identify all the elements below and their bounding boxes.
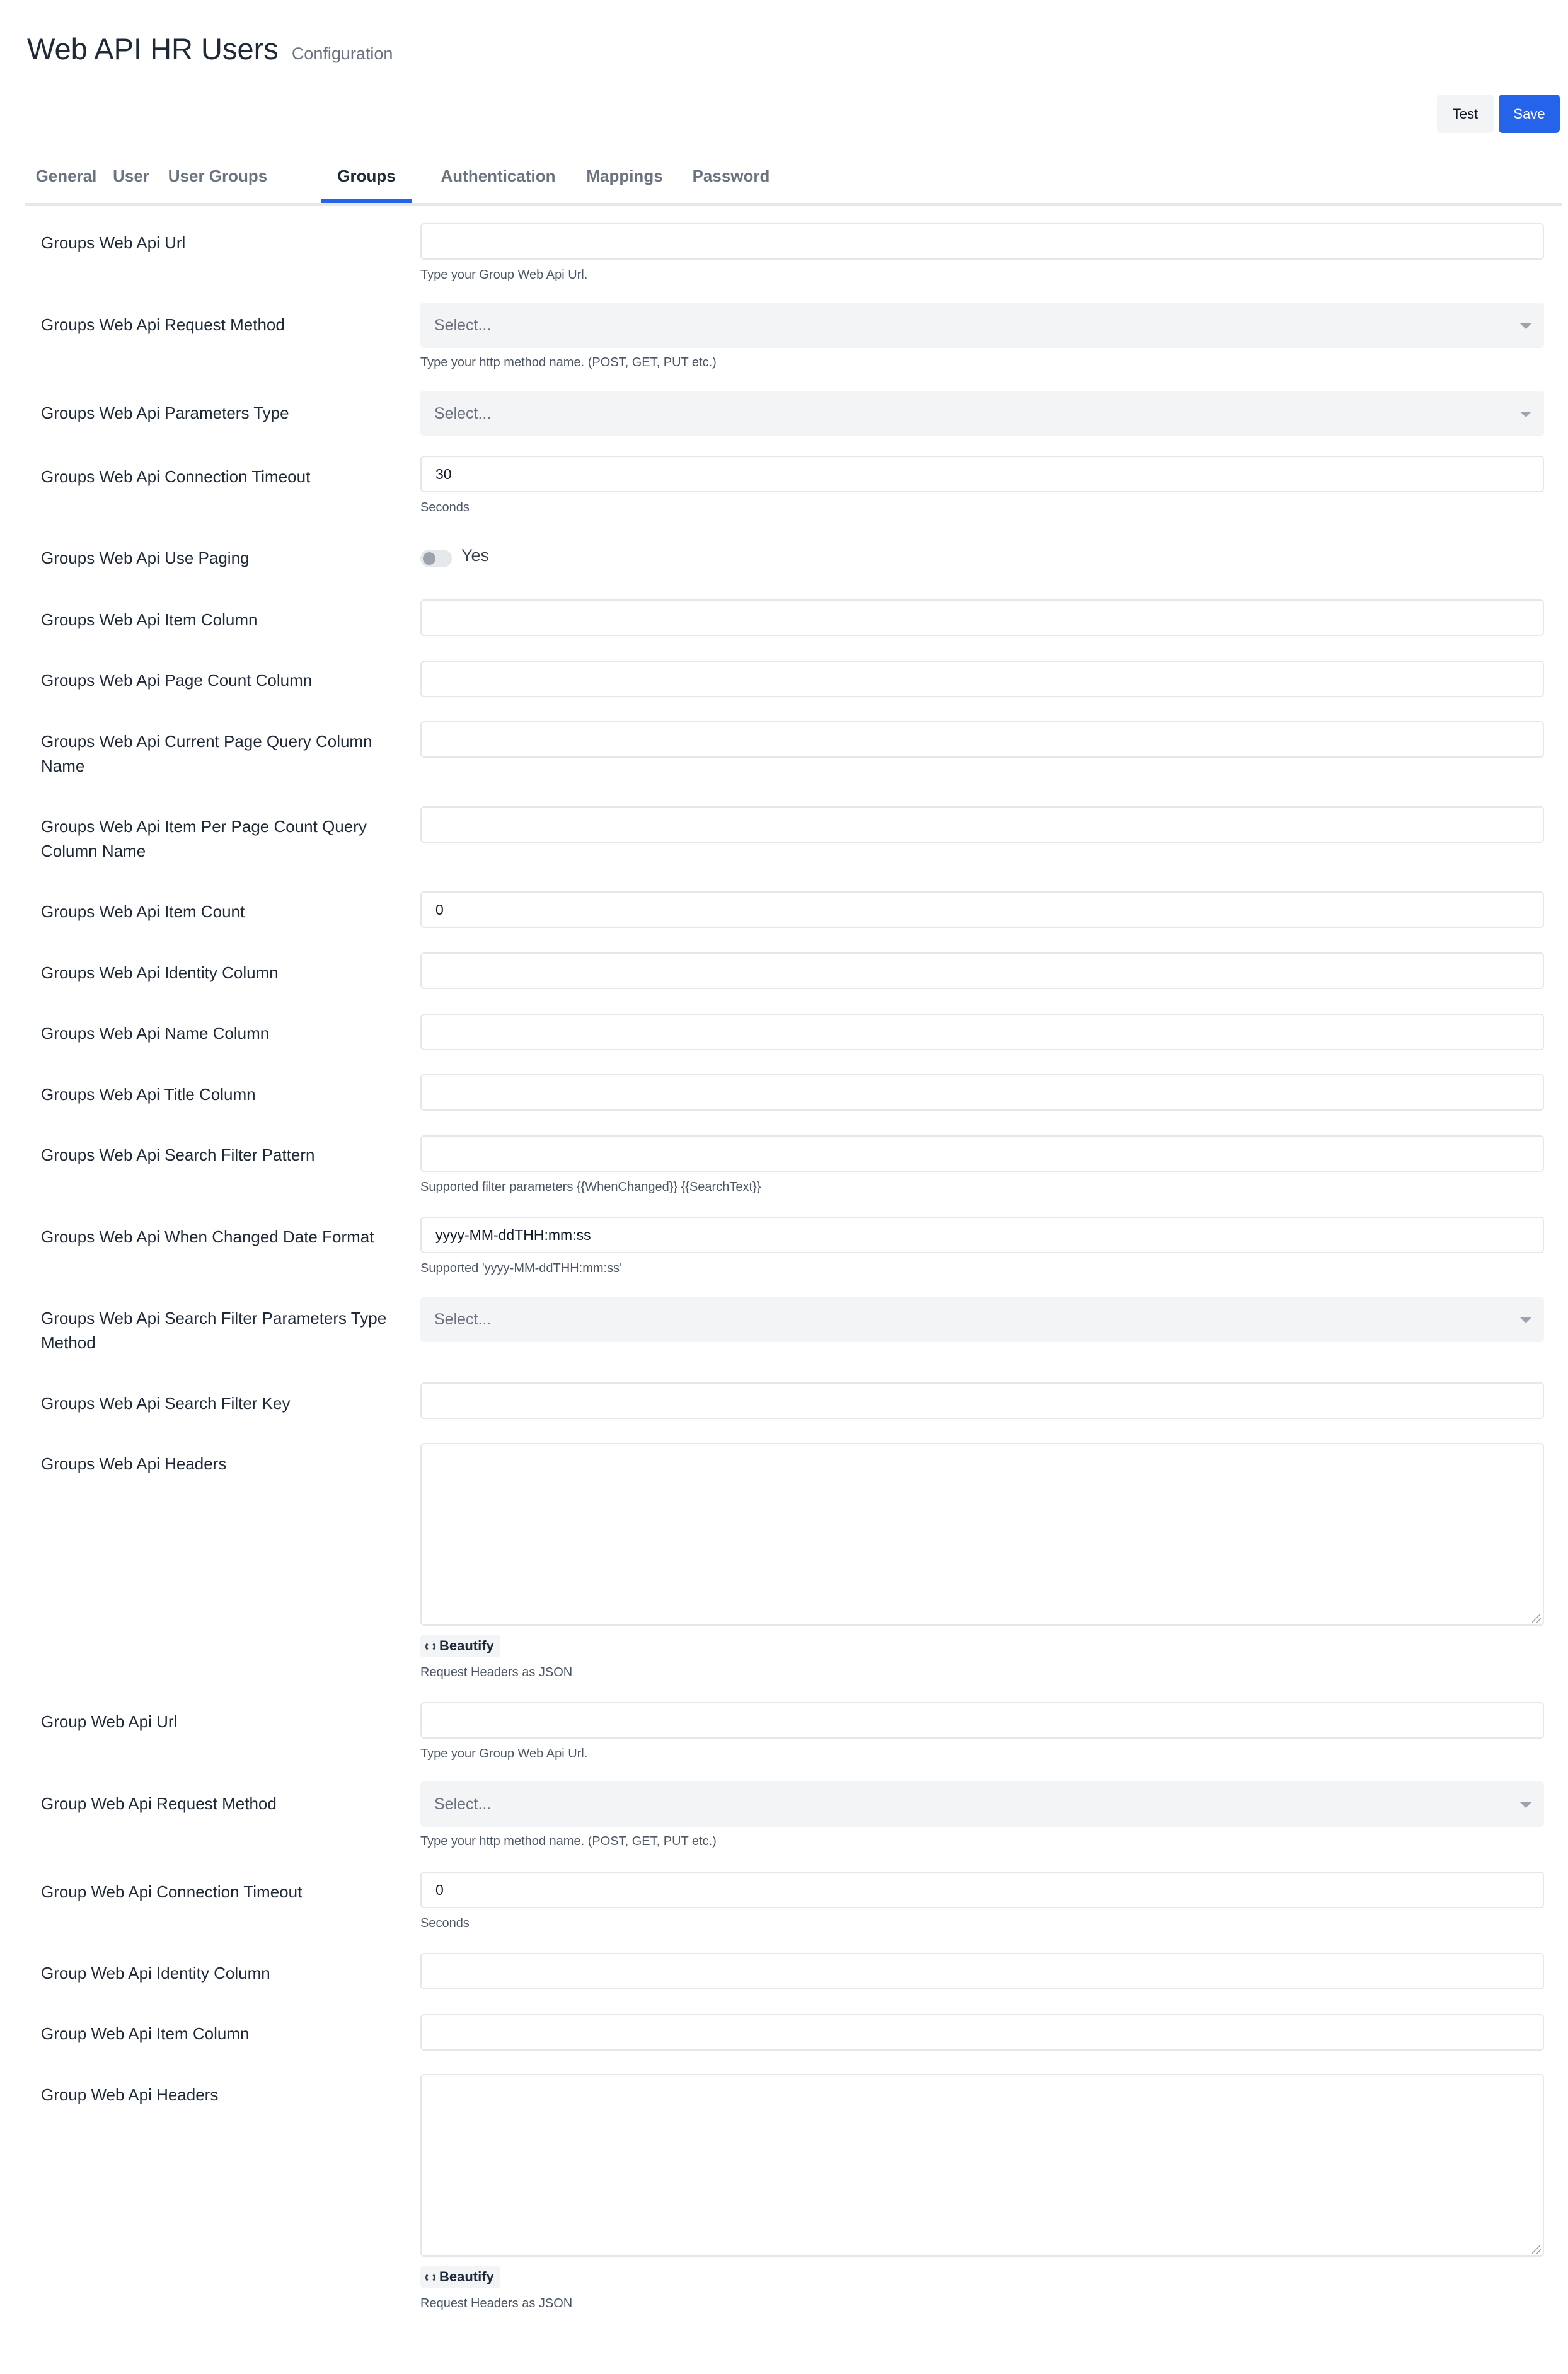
groups-request-method-help: Type your http method name. (POST, GET, PUT etc.) bbox=[420, 356, 717, 369]
chevron-down-icon bbox=[1520, 1317, 1531, 1323]
chevron-down-icon bbox=[1520, 1802, 1531, 1808]
tab-user-groups[interactable]: User Groups bbox=[168, 166, 268, 185]
groups-headers-textarea[interactable] bbox=[420, 1443, 1544, 1626]
tab-mappings[interactable]: Mappings bbox=[586, 166, 663, 185]
groups-headers-beautify-button[interactable] bbox=[420, 1635, 500, 1657]
groups-search-filter-pattern-help: Supported filter parameters {{WhenChanged}} {{SearchText}} bbox=[420, 1180, 761, 1194]
group-connection-timeout-help: Seconds bbox=[420, 1916, 470, 1930]
page-subtitle: Configuration bbox=[291, 44, 393, 63]
group-url-help: Type your Group Web Api Url. bbox=[420, 1747, 588, 1761]
groups-connection-timeout-help: Seconds bbox=[420, 501, 470, 514]
groups-parameters-type-placeholder: Select... bbox=[434, 405, 492, 422]
test-button[interactable]: Test bbox=[1437, 95, 1494, 133]
resize-handle-icon[interactable] bbox=[1532, 1614, 1541, 1623]
braces-icon bbox=[425, 1642, 435, 1652]
groups-search-filter-params-type-select[interactable] bbox=[420, 1297, 1544, 1342]
groups-when-changed-date-format-label: Groups Web Api When Changed Date Format bbox=[41, 1227, 374, 1246]
group-headers-beautify-button[interactable] bbox=[420, 2266, 500, 2288]
group-identity-column-input[interactable] bbox=[420, 1953, 1544, 1989]
group-request-method-help: Type your http method name. (POST, GET, PUT etc.) bbox=[420, 1834, 717, 1848]
group-headers-beautify-label: Beautify bbox=[439, 2269, 494, 2284]
tab-bar bbox=[25, 158, 1562, 206]
tab-user[interactable]: User bbox=[113, 166, 149, 185]
groups-parameters-type-select[interactable] bbox=[420, 391, 1544, 436]
groups-title-column-input[interactable] bbox=[420, 1074, 1544, 1111]
group-headers-textarea[interactable] bbox=[420, 2074, 1544, 2257]
groups-name-column-input[interactable] bbox=[420, 1014, 1544, 1050]
group-url-label: Group Web Api Url bbox=[41, 1712, 178, 1731]
tab-general[interactable]: General bbox=[35, 166, 97, 185]
groups-item-column-label: Groups Web Api Item Column bbox=[41, 610, 258, 629]
groups-item-column-input[interactable] bbox=[420, 599, 1544, 636]
groups-search-filter-pattern-input[interactable] bbox=[420, 1135, 1544, 1172]
groups-name-column-label: Groups Web Api Name Column bbox=[41, 1024, 270, 1043]
page-title bbox=[27, 32, 393, 66]
group-request-method-select[interactable] bbox=[420, 1781, 1544, 1827]
groups-when-changed-date-format-input[interactable]: yyyy-MM-ddTHH:mm:ss bbox=[420, 1217, 1544, 1253]
groups-search-filter-key-label: Groups Web Api Search Filter Key bbox=[41, 1394, 291, 1413]
groups-item-per-page-query-column-input[interactable] bbox=[420, 806, 1544, 843]
groups-request-method-placeholder: Select... bbox=[434, 316, 492, 334]
group-identity-column-label: Group Web Api Identity Column bbox=[41, 1964, 270, 1983]
page-title-text: Web API HR Users bbox=[27, 32, 279, 66]
groups-identity-column-label: Groups Web Api Identity Column bbox=[41, 963, 279, 982]
groups-request-method-select[interactable] bbox=[420, 303, 1544, 348]
toggle-knob bbox=[423, 552, 435, 565]
groups-url-help: Type your Group Web Api Url. bbox=[420, 268, 588, 282]
groups-item-count-input[interactable]: 0 bbox=[420, 891, 1544, 928]
groups-connection-timeout-input[interactable]: 30 bbox=[420, 456, 1544, 492]
groups-identity-column-input[interactable] bbox=[420, 952, 1544, 989]
groups-item-count-label: Groups Web Api Item Count bbox=[41, 902, 245, 921]
tab-authentication[interactable]: Authentication bbox=[441, 166, 556, 185]
groups-use-paging-label: Groups Web Api Use Paging bbox=[41, 548, 250, 567]
tab-groups[interactable]: Groups bbox=[321, 158, 412, 203]
save-button[interactable]: Save bbox=[1499, 95, 1560, 133]
group-headers-label: Group Web Api Headers bbox=[41, 2085, 219, 2104]
groups-url-label: Groups Web Api Url bbox=[41, 233, 186, 252]
chevron-down-icon bbox=[1520, 323, 1531, 329]
groups-url-input[interactable] bbox=[420, 223, 1544, 260]
groups-headers-beautify-label: Beautify bbox=[439, 1638, 494, 1653]
groups-search-filter-key-input[interactable] bbox=[420, 1382, 1544, 1419]
groups-request-method-label: Groups Web Api Request Method bbox=[41, 315, 285, 334]
resize-handle-icon[interactable] bbox=[1532, 2245, 1541, 2254]
toggle-switch[interactable] bbox=[420, 550, 452, 567]
groups-connection-timeout-label: Groups Web Api Connection Timeout bbox=[41, 467, 311, 486]
groups-search-filter-params-type-placeholder: Select... bbox=[434, 1311, 492, 1328]
tab-password[interactable]: Password bbox=[692, 166, 770, 185]
groups-page-count-column-label: Groups Web Api Page Count Column bbox=[41, 671, 313, 690]
groups-current-page-query-column-label: Groups Web Api Current Page Query Column Name bbox=[41, 732, 372, 775]
groups-search-filter-pattern-label: Groups Web Api Search Filter Pattern bbox=[41, 1145, 315, 1164]
group-request-method-placeholder: Select... bbox=[434, 1795, 492, 1813]
groups-search-filter-params-type-label: Groups Web Api Search Filter Parameters Type Method bbox=[41, 1309, 387, 1352]
group-connection-timeout-input[interactable]: 0 bbox=[420, 1872, 1544, 1908]
groups-when-changed-date-format-help: Supported 'yyyy-MM-ddTHH:mm:ss' bbox=[420, 1261, 622, 1275]
groups-headers-help: Request Headers as JSON bbox=[420, 1665, 573, 1679]
groups-page-count-column-input[interactable] bbox=[420, 661, 1544, 697]
group-headers-help: Request Headers as JSON bbox=[420, 2296, 573, 2310]
groups-current-page-query-column-input[interactable] bbox=[420, 721, 1544, 758]
group-url-input[interactable] bbox=[420, 1702, 1544, 1739]
braces-icon bbox=[425, 2273, 435, 2283]
groups-headers-label: Groups Web Api Headers bbox=[41, 1454, 227, 1473]
group-connection-timeout-label: Group Web Api Connection Timeout bbox=[41, 1882, 303, 1901]
groups-parameters-type-label: Groups Web Api Parameters Type bbox=[41, 403, 289, 422]
groups-title-column-label: Groups Web Api Title Column bbox=[41, 1085, 256, 1104]
group-item-column-input[interactable] bbox=[420, 2014, 1544, 2051]
group-request-method-label: Group Web Api Request Method bbox=[41, 1794, 277, 1813]
groups-use-paging-toggle-label: Yes bbox=[461, 546, 490, 565]
group-item-column-label: Group Web Api Item Column bbox=[41, 2024, 250, 2043]
groups-item-per-page-query-column-label: Groups Web Api Item Per Page Count Query Column Name bbox=[41, 817, 367, 860]
chevron-down-icon bbox=[1520, 412, 1531, 417]
groups-use-paging-toggle[interactable] bbox=[420, 545, 546, 570]
